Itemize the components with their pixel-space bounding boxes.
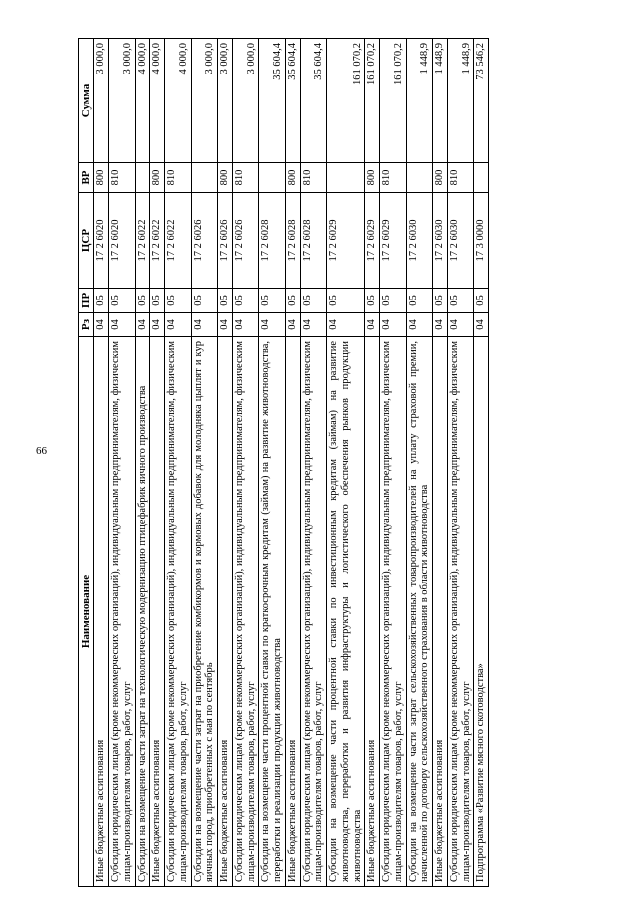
- cell-name: Иные бюджетные ассигнования: [365, 337, 380, 887]
- table-row: [232, 39, 259, 887]
- cell-csr: 17 2 6030: [406, 193, 433, 289]
- cell-csr: 17 2 6022: [150, 193, 165, 289]
- cell-pr: 05: [150, 289, 165, 313]
- cell-vr: 810: [300, 163, 327, 193]
- cell-sum: 3 000,0: [191, 39, 218, 163]
- cell-pr: 05: [259, 289, 286, 313]
- table-row: [365, 39, 380, 887]
- cell-name: Подпрограмма «Развитие мясного скотоводства»: [474, 337, 489, 887]
- cell-pr: 05: [94, 289, 109, 313]
- table-row: [474, 39, 489, 887]
- table-row: [380, 39, 407, 887]
- table-row: [285, 39, 300, 887]
- cell-sum: 4 000,0: [150, 39, 165, 163]
- cell-rz: 04: [447, 313, 474, 337]
- table-row: [300, 39, 327, 887]
- cell-sum: 3 000,0: [94, 39, 109, 163]
- budget-table: [78, 38, 489, 887]
- cell-pr: 05: [285, 289, 300, 313]
- cell-csr: 17 2 6026: [191, 193, 218, 289]
- cell-sum: 3 000,0: [218, 39, 233, 163]
- cell-sum: 1 448,9: [406, 39, 433, 163]
- cell-pr: 05: [300, 289, 327, 313]
- cell-rz: 04: [406, 313, 433, 337]
- cell-vr: 810: [447, 163, 474, 193]
- cell-csr: 17 2 6020: [94, 193, 109, 289]
- cell-sum: 1 448,9: [433, 39, 448, 163]
- cell-vr: [135, 163, 150, 193]
- cell-vr: 800: [218, 163, 233, 193]
- cell-name: Субсидии на возмещение части процентной ставки по инвестиционным кредитам (займам) на развитие животноводства, переработки и развития инфраструктуры и логистического обеспечения рынков продукции животноводства: [327, 337, 365, 887]
- cell-vr: 800: [365, 163, 380, 193]
- cell-vr: 800: [150, 163, 165, 193]
- cell-sum: 3 000,0: [232, 39, 259, 163]
- table-row: [406, 39, 433, 887]
- cell-rz: 04: [165, 313, 192, 337]
- table-header-row: [79, 39, 94, 887]
- table-row: [259, 39, 286, 887]
- cell-sum: 4 000,0: [165, 39, 192, 163]
- cell-rz: 04: [433, 313, 448, 337]
- cell-sum: 4 000,0: [135, 39, 150, 163]
- cell-vr: 810: [165, 163, 192, 193]
- header-name: Наименование: [79, 337, 94, 887]
- cell-sum: 3 000,0: [109, 39, 136, 163]
- header-csr: ЦСР: [79, 193, 94, 289]
- table-row: [94, 39, 109, 887]
- cell-csr: 17 2 6020: [109, 193, 136, 289]
- cell-vr: 810: [380, 163, 407, 193]
- cell-name: Субсидии на возмещение части затрат на технологическую модернизацию птицефабрик яичного производства: [135, 337, 150, 887]
- cell-sum: 161 070,2: [327, 39, 365, 163]
- table-row: [150, 39, 165, 887]
- cell-vr: [259, 163, 286, 193]
- cell-csr: 17 3 0000: [474, 193, 489, 289]
- cell-pr: 05: [406, 289, 433, 313]
- cell-name: Иные бюджетные ассигнования: [94, 337, 109, 887]
- header-pr: ПР: [79, 289, 94, 313]
- table-row: [135, 39, 150, 887]
- cell-pr: 05: [433, 289, 448, 313]
- table-row: [191, 39, 218, 887]
- cell-sum: 35 604,4: [285, 39, 300, 163]
- cell-name: Субсидии юридическим лицам (кроме некоммерческих организаций), индивидуальным предпринимателям, физическим лицам-производителям товаров, работ, услуг: [165, 337, 192, 887]
- cell-name: Субсидии на возмещение части затрат сельскохозяйственных товаропроизводителей на уплату страховой премии, начисленной по договору сельскохозяйственного страхования в области животноводства: [406, 337, 433, 887]
- cell-vr: [474, 163, 489, 193]
- table-row: [218, 39, 233, 887]
- table-row: [327, 39, 365, 887]
- table-row: [433, 39, 448, 887]
- cell-rz: 04: [327, 313, 365, 337]
- cell-csr: 17 2 6030: [433, 193, 448, 289]
- cell-pr: 05: [232, 289, 259, 313]
- cell-csr: 17 2 6028: [300, 193, 327, 289]
- cell-rz: 04: [285, 313, 300, 337]
- cell-sum: 1 448,9: [447, 39, 474, 163]
- cell-pr: 05: [474, 289, 489, 313]
- cell-pr: 05: [191, 289, 218, 313]
- cell-rz: 04: [380, 313, 407, 337]
- table-row: [447, 39, 474, 887]
- cell-pr: 05: [218, 289, 233, 313]
- cell-rz: 04: [232, 313, 259, 337]
- cell-name: Субсидии на возмещение части затрат на приобретение комбикормов и кормовых добавок для молодняка цыплят и кур яичных пород, приобретенных с мая по сентябрь: [191, 337, 218, 887]
- cell-sum: 161 070,2: [380, 39, 407, 163]
- cell-pr: 05: [380, 289, 407, 313]
- cell-rz: 04: [191, 313, 218, 337]
- cell-vr: 800: [94, 163, 109, 193]
- cell-csr: 17 2 6028: [285, 193, 300, 289]
- cell-csr: 17 2 6026: [232, 193, 259, 289]
- rotated-table-wrapper: [78, 39, 489, 887]
- cell-name: Субсидии юридическим лицам (кроме некоммерческих организаций), индивидуальным предпринимателям, физическим лицам-производителям товаров, работ, услуг: [109, 337, 136, 887]
- cell-rz: 04: [365, 313, 380, 337]
- cell-rz: 04: [474, 313, 489, 337]
- cell-rz: 04: [300, 313, 327, 337]
- cell-name: Иные бюджетные ассигнования: [150, 337, 165, 887]
- cell-name: Субсидии юридическим лицам (кроме некоммерческих организаций), индивидуальным предпринимателям, физическим лицам-производителям товаров, работ, услуг: [300, 337, 327, 887]
- cell-pr: 05: [135, 289, 150, 313]
- cell-rz: 04: [150, 313, 165, 337]
- cell-csr: 17 2 6029: [365, 193, 380, 289]
- cell-name: Субсидии на возмещение части процентной ставки по краткосрочным кредитам (займам) на развитие животноводства, переработки и реализации продукции животноводства: [259, 337, 286, 887]
- cell-pr: 05: [165, 289, 192, 313]
- table-body: [94, 39, 489, 887]
- cell-vr: 800: [433, 163, 448, 193]
- cell-pr: 05: [365, 289, 380, 313]
- cell-rz: 04: [94, 313, 109, 337]
- cell-pr: 05: [109, 289, 136, 313]
- cell-vr: 800: [285, 163, 300, 193]
- cell-sum: 35 604,4: [300, 39, 327, 163]
- cell-vr: [406, 163, 433, 193]
- cell-sum: 161 070,2: [365, 39, 380, 163]
- cell-csr: 17 2 6022: [165, 193, 192, 289]
- header-vr: ВР: [79, 163, 94, 193]
- cell-name: Субсидии юридическим лицам (кроме некоммерческих организаций), индивидуальным предпринимателям, физическим лицам-производителям товаров, работ, услуг: [380, 337, 407, 887]
- cell-name: Субсидии юридическим лицам (кроме некоммерческих организаций), индивидуальным предпринимателям, физическим лицам-производителям товаров, работ, услуг: [232, 337, 259, 887]
- cell-csr: 17 2 6030: [447, 193, 474, 289]
- cell-csr: 17 2 6028: [259, 193, 286, 289]
- cell-pr: 05: [327, 289, 365, 313]
- cell-name: Иные бюджетные ассигнования: [285, 337, 300, 887]
- cell-vr: [327, 163, 365, 193]
- cell-rz: 04: [259, 313, 286, 337]
- header-rz: Рз: [79, 313, 94, 337]
- cell-name: Иные бюджетные ассигнования: [433, 337, 448, 887]
- cell-vr: 810: [109, 163, 136, 193]
- cell-vr: [191, 163, 218, 193]
- cell-csr: 17 2 6026: [218, 193, 233, 289]
- cell-name: Иные бюджетные ассигнования: [218, 337, 233, 887]
- header-sum: Сумма: [79, 39, 94, 163]
- cell-csr: 17 2 6022: [135, 193, 150, 289]
- cell-vr: 810: [232, 163, 259, 193]
- cell-name: Субсидии юридическим лицам (кроме некоммерческих организаций), индивидуальным предпринимателям, физическим лицам-производителям товаров, работ, услуг: [447, 337, 474, 887]
- cell-rz: 04: [135, 313, 150, 337]
- cell-rz: 04: [109, 313, 136, 337]
- cell-rz: 04: [218, 313, 233, 337]
- cell-csr: 17 2 6029: [380, 193, 407, 289]
- cell-csr: 17 2 6029: [327, 193, 365, 289]
- page-number: 66: [36, 445, 47, 457]
- cell-sum: 73 546,2: [474, 39, 489, 163]
- table-row: [109, 39, 136, 887]
- table-row: [165, 39, 192, 887]
- cell-sum: 35 604,4: [259, 39, 286, 163]
- cell-pr: 05: [447, 289, 474, 313]
